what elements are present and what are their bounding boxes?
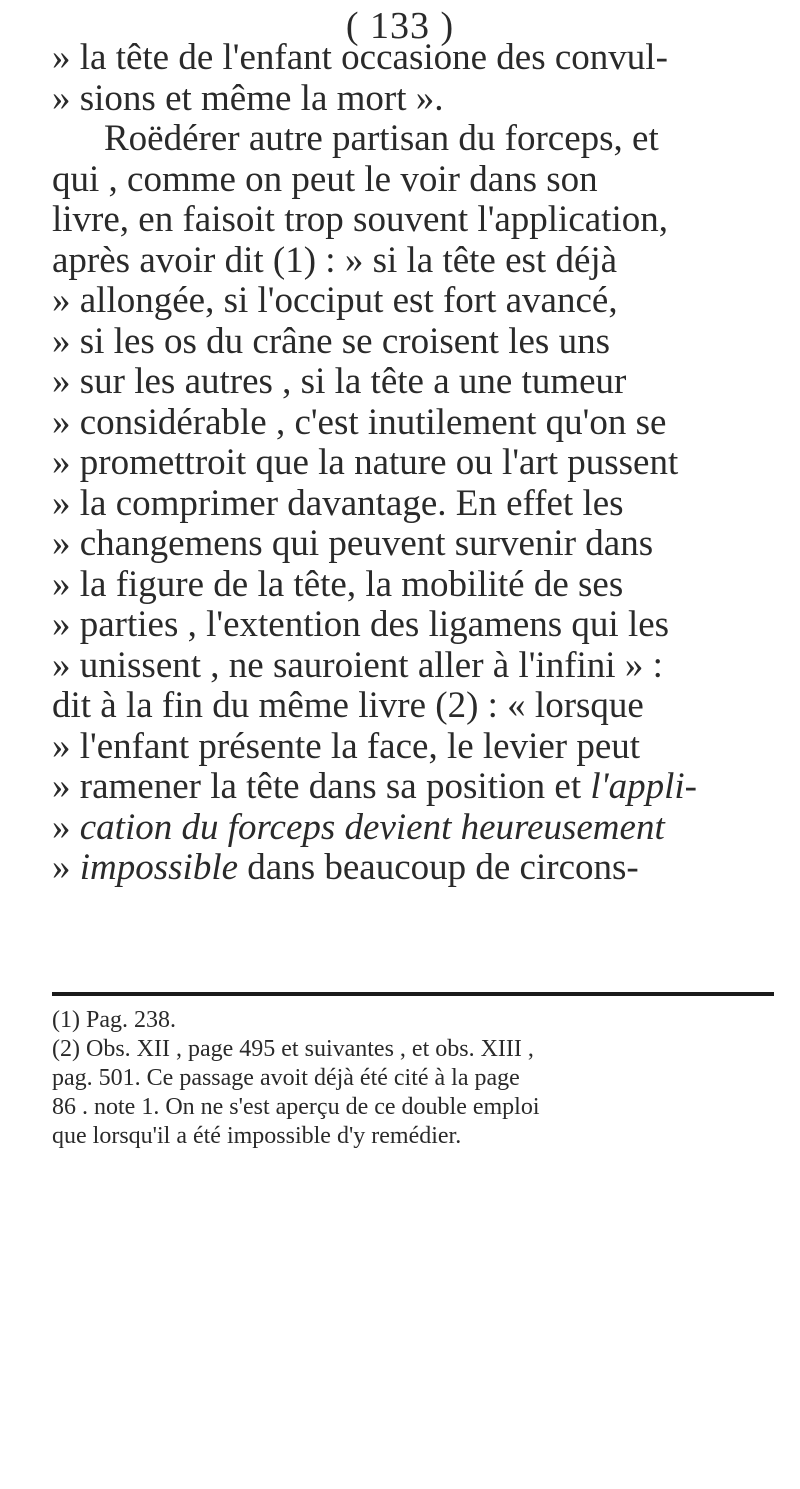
text-line: » impossible dans beaucoup de circons-	[52, 848, 639, 888]
text-line: » la comprimer davantage. En effet les	[52, 483, 624, 524]
text-line: » changemens qui peuvent survenir dans	[52, 524, 654, 564]
text-line: » parties , l'extention des ligamens qui les	[52, 605, 670, 645]
text-line: qui , comme on peut le voir dans son	[52, 159, 598, 200]
footnote-line: que lorsqu'il a été impossible d'y remédier.	[52, 1123, 462, 1149]
text-line: » unissent , ne sauroient aller à l'infini » :	[52, 645, 663, 686]
text-line: Roëdérer autre partisan du forceps, et	[104, 119, 659, 159]
text-line: livre, en faisoit trop souvent l'application,	[52, 200, 668, 240]
text-line: » la figure de la tête, la mobilité de ses	[52, 564, 624, 605]
footnote-line: pag. 501. Ce passage avoit déjà été cité à la page	[52, 1065, 520, 1091]
text-line: après avoir dit (1) : » si la tête est déjà	[52, 240, 618, 281]
footnote-divider	[52, 992, 774, 996]
page-number: ( 133 )	[345, 5, 455, 47]
text-line: dit à la fin du même livre (2) : « lorsque	[52, 686, 644, 726]
text-line: » la tête de l'enfant occasione des convul-	[52, 38, 668, 78]
text-line: » sions et même la mort ».	[52, 78, 444, 119]
footnote-line: 86 . note 1. On ne s'est aperçu de ce double emploi	[52, 1094, 540, 1120]
text-line: » si les os du crâne se croisent les uns	[52, 321, 610, 362]
text-line: » l'enfant présente la face, le levier peut	[52, 726, 641, 767]
text-line: » ramener la tête dans sa position et l'appli-	[52, 767, 697, 807]
text-line: » sur les autres , si la tête a une tumeur	[52, 362, 627, 402]
body-text	[52, 38, 774, 889]
footnote-line: (1) Pag. 238.	[52, 1007, 176, 1033]
text-line: » cation du forceps devient heureusement	[52, 807, 665, 848]
text-line: » promettroit que la nature ou l'art pussent	[52, 443, 679, 483]
footnotes	[52, 1006, 774, 1151]
text-line: » allongée, si l'occiput est fort avancé,	[52, 281, 618, 321]
footnote-line: (2) Obs. XII , page 495 et suivantes , et obs. XIII ,	[52, 1036, 534, 1062]
text-line: » considérable , c'est inutilement qu'on se	[52, 402, 667, 443]
